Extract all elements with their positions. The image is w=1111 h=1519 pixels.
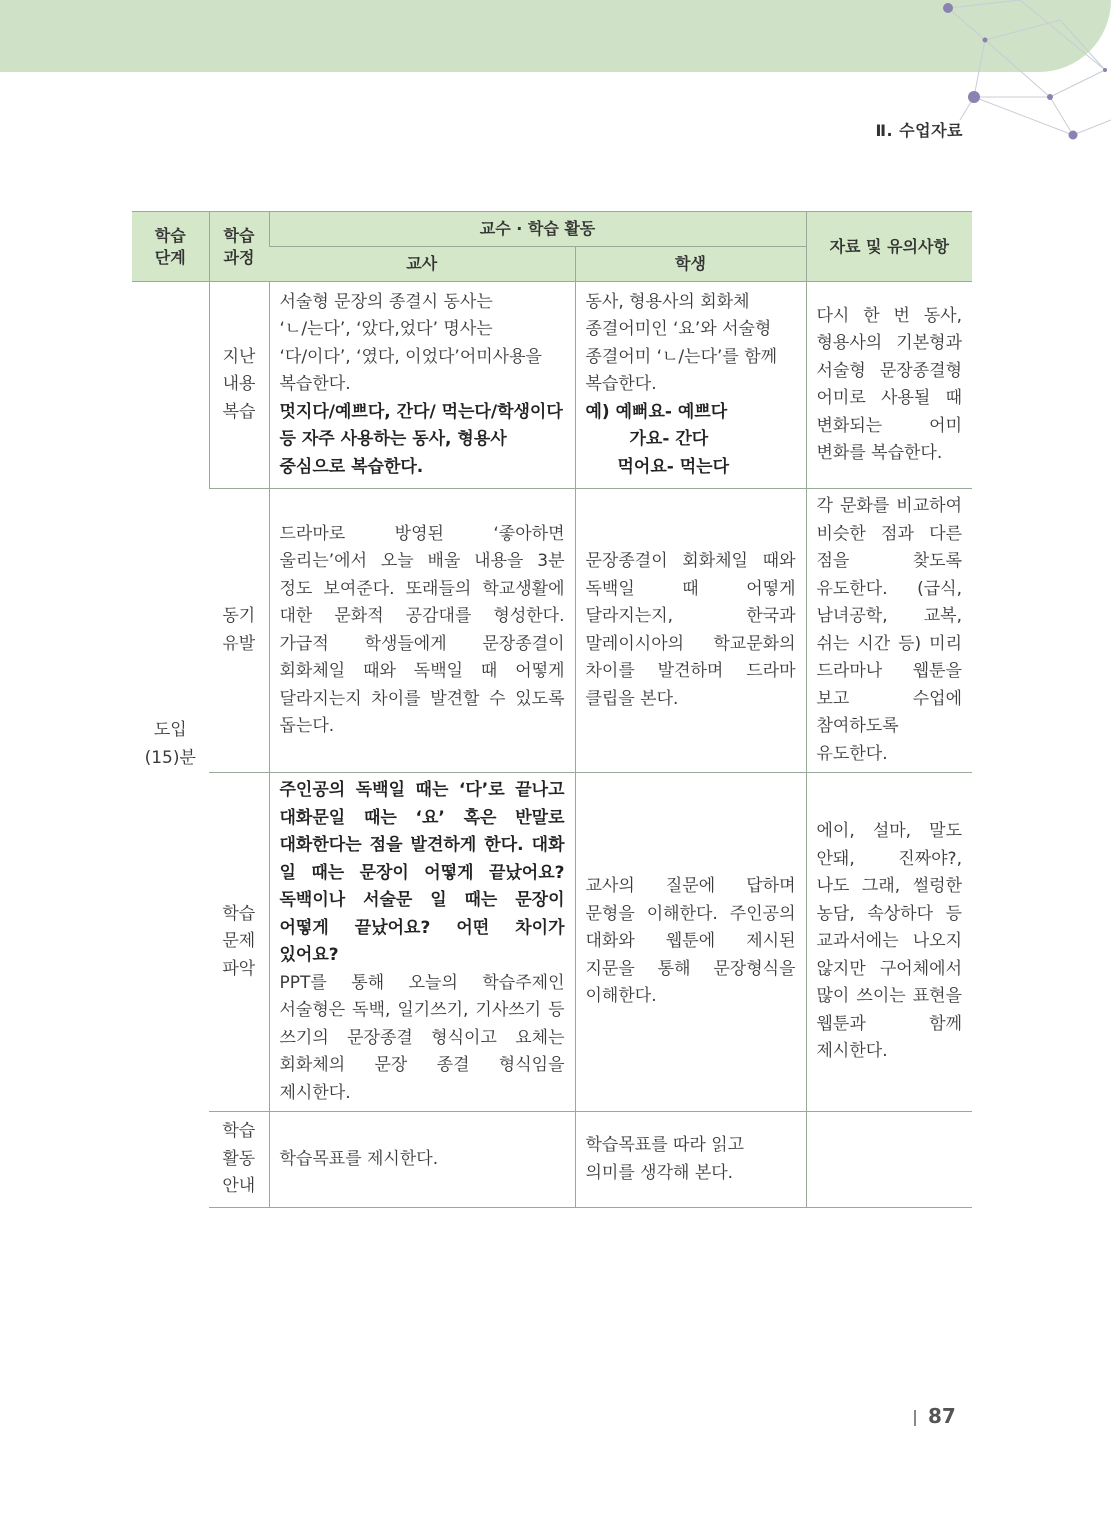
process-label: 학습 활동 안내	[209, 1112, 269, 1208]
student-bold-line: 가요- 간다	[629, 429, 709, 450]
header-process: 학습 과정	[209, 212, 269, 282]
header-activity: 교수 · 학습 활동	[269, 212, 806, 247]
student-cell: 문장종결이 회화체일 때와 독백일 때 어떻게 달라지는지, 한국과 말레이시아의 학교문화의 차이를 발견하며 드라마 클립을 본다.	[575, 489, 806, 773]
teacher-bold-text: 주인공의 독백일 때는 ‘다’로 끝나고 대화문일 때는 ‘요’ 혹은 반말로 대화한다는 점을 발견하게 한다. 대화 일 때는 문장이 어떻게 끝났어요? 독백이나 서술문 일 때는 문장이 어떻게 끝났어요? 어떤 차이가 있어요?	[279, 780, 565, 965]
table-row	[132, 489, 972, 773]
student-cell	[575, 282, 806, 489]
student-cell: 교사의 질문에 답하며 문형을 이해한다. 주인공의 대화와 웹툰에 제시된 지문을 통해 문장형식을 이해한다.	[575, 773, 806, 1112]
page-number: 87	[928, 1404, 956, 1428]
teacher-line: 복습한다.	[279, 374, 351, 395]
student-line: 종결어미 ‘ㄴ/는다’를 함께	[585, 346, 778, 367]
notes-cell: 각 문화를 비교하여 비슷한 점과 다른 점을 찾도록 유도한다. (급식, 남녀공학, 교복, 쉬는 시간 등) 미리 드라마나 웹툰을 보고 수업에 참여하도록 유도한다.	[806, 489, 972, 773]
header-notes: 자료 및 유의사항	[806, 212, 972, 282]
table-row	[132, 773, 972, 1112]
teacher-cell	[269, 773, 575, 1112]
process-label: 동기 유발	[209, 489, 269, 773]
teacher-line: 서술형 문장의 종결시 동사는	[279, 291, 493, 312]
notes-cell: 다시 한 번 동사, 형용사의 기본형과 서술형 문장종결형 어미로 사용될 때 변화되는 어미 변화를 복습한다.	[806, 282, 972, 489]
header-stage: 학습 단계	[132, 212, 209, 282]
teacher-cell	[269, 282, 575, 489]
header-teacher: 교사	[269, 247, 575, 282]
process-label: 학습 문제 파악	[209, 773, 269, 1112]
teacher-line: ‘다/이다’, ‘였다, 이었다’어미사용을	[279, 346, 542, 367]
notes-cell: 에이, 설마, 말도 안돼, 진짜야?, 나도 그래, 썰렁한 농담, 속상하다 등 교과서에는 나오지 않지만 구어체에서 많이 쓰이는 표현을 웹툰과 함께 제시한다.	[806, 773, 972, 1112]
teacher-bold-line: 중심으로 복습한다.	[279, 456, 424, 477]
student-line: 복습한다.	[585, 374, 657, 395]
teacher-text: PPT를 통해 오늘의 학습주제인 서술형은 독백, 일기쓰기, 기사쓰기 등 쓰기의 문장종결 형식이고 요체는 회화체의 문장 종결 형식임을 제시한다.	[279, 972, 565, 1103]
table-row	[132, 1112, 972, 1208]
table-row	[132, 282, 972, 489]
lesson-plan-table	[132, 211, 972, 1208]
student-line: 동사, 형용사의 회화체	[585, 291, 750, 312]
teacher-cell: 드라마로 방영된 ‘좋아하면 울리는’에서 오늘 배울 내용을 3분 정도 보여준다. 또래들의 학교생활에 대한 문화적 공감대를 형성한다. 가급적 학생들에게 문장종결이 회화체일 때와 독백일 때 어떻게 달라지는지 차이를 발견할 수 있도록 돕는다.	[269, 489, 575, 773]
process-label: 지난 내용 복습	[209, 282, 269, 489]
student-bold-line: 예) 예뻐요- 예쁘다	[585, 401, 728, 422]
student-bold-line: 먹어요- 먹는다	[617, 456, 730, 477]
notes-cell	[806, 1112, 972, 1208]
student-line: 종결어미인 ‘요’와 서술형	[585, 319, 772, 340]
teacher-bold-line: 멋지다/예쁘다, 간다/ 먹는다/학생이다	[279, 401, 563, 422]
teacher-bold-line: 등 자주 사용하는 동사, 형용사	[279, 429, 507, 450]
section-title: Ⅱ. 수업자료	[875, 121, 963, 140]
teacher-line: ‘ㄴ/는다’, ‘았다,었다’ 명사는	[279, 319, 493, 340]
page-divider	[914, 1410, 916, 1426]
teacher-cell: 학습목표를 제시한다.	[269, 1112, 575, 1208]
student-cell: 학습목표를 따라 읽고 의미를 생각해 본다.	[575, 1112, 806, 1208]
header-student: 학생	[575, 247, 806, 282]
stage-label: 도입 (15)분	[132, 282, 209, 1208]
